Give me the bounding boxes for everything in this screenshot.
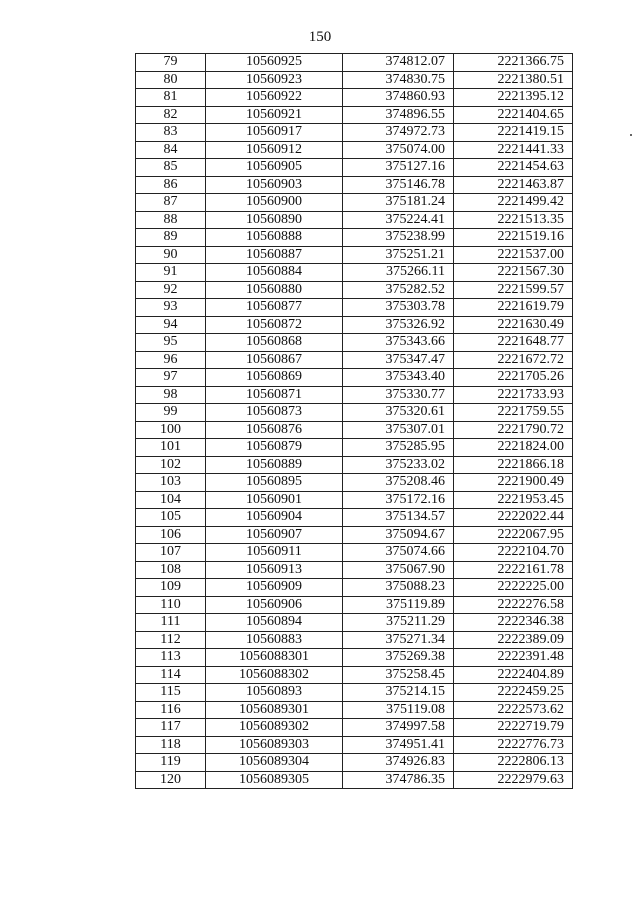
y-coordinate-cell: 2222067.95: [454, 526, 573, 544]
row-index-cell: 93: [136, 299, 206, 317]
row-index-cell: 95: [136, 334, 206, 352]
row-index-cell: 102: [136, 456, 206, 474]
x-coordinate-cell: 375074.00: [343, 141, 454, 159]
point-id-cell: 1056089305: [206, 771, 343, 789]
y-coordinate-cell: 2221441.33: [454, 141, 573, 159]
point-id-cell: 1056089303: [206, 736, 343, 754]
row-index-cell: 99: [136, 404, 206, 422]
point-id-cell: 10560922: [206, 89, 343, 107]
row-index-cell: 85: [136, 159, 206, 177]
table-row: [136, 474, 573, 492]
y-coordinate-cell: 2222022.44: [454, 509, 573, 527]
row-index-cell: 88: [136, 211, 206, 229]
row-index-cell: 83: [136, 124, 206, 142]
row-index-cell: 94: [136, 316, 206, 334]
row-index-cell: 114: [136, 666, 206, 684]
point-id-cell: 10560906: [206, 596, 343, 614]
x-coordinate-cell: 375307.01: [343, 421, 454, 439]
y-coordinate-cell: 2221454.63: [454, 159, 573, 177]
y-coordinate-cell: 2222346.38: [454, 614, 573, 632]
coordinates-table-body: [136, 54, 573, 789]
table-row: [136, 264, 573, 282]
table-row: [136, 106, 573, 124]
x-coordinate-cell: 375326.92: [343, 316, 454, 334]
row-index-cell: 105: [136, 509, 206, 527]
y-coordinate-cell: 2221404.65: [454, 106, 573, 124]
row-index-cell: 96: [136, 351, 206, 369]
y-coordinate-cell: 2222276.58: [454, 596, 573, 614]
point-id-cell: 1056089302: [206, 719, 343, 737]
table-row: [136, 491, 573, 509]
point-id-cell: 10560890: [206, 211, 343, 229]
table-row: [136, 386, 573, 404]
table-row: [136, 544, 573, 562]
x-coordinate-cell: 375211.29: [343, 614, 454, 632]
point-id-cell: 10560880: [206, 281, 343, 299]
x-coordinate-cell: 375181.24: [343, 194, 454, 212]
table-row: [136, 439, 573, 457]
point-id-cell: 10560925: [206, 54, 343, 72]
x-coordinate-cell: 375208.46: [343, 474, 454, 492]
row-index-cell: 111: [136, 614, 206, 632]
x-coordinate-cell: 374830.75: [343, 71, 454, 89]
x-coordinate-cell: 375303.78: [343, 299, 454, 317]
row-index-cell: 117: [136, 719, 206, 737]
row-index-cell: 108: [136, 561, 206, 579]
row-index-cell: 118: [136, 736, 206, 754]
table-row: [136, 71, 573, 89]
point-id-cell: 10560884: [206, 264, 343, 282]
point-id-cell: 1056089301: [206, 701, 343, 719]
y-coordinate-cell: 2221513.35: [454, 211, 573, 229]
point-id-cell: 10560894: [206, 614, 343, 632]
point-id-cell: 10560911: [206, 544, 343, 562]
table-row: [136, 404, 573, 422]
y-coordinate-cell: 2222104.70: [454, 544, 573, 562]
row-index-cell: 82: [136, 106, 206, 124]
point-id-cell: 10560887: [206, 246, 343, 264]
y-coordinate-cell: 2222404.89: [454, 666, 573, 684]
y-coordinate-cell: 2221519.16: [454, 229, 573, 247]
row-index-cell: 119: [136, 754, 206, 772]
table-row: [136, 316, 573, 334]
y-coordinate-cell: 2222389.09: [454, 631, 573, 649]
table-row: [136, 159, 573, 177]
y-coordinate-cell: 2221648.77: [454, 334, 573, 352]
table-row: [136, 54, 573, 72]
table-row: [136, 579, 573, 597]
table-row: [136, 421, 573, 439]
y-coordinate-cell: 2221953.45: [454, 491, 573, 509]
row-index-cell: 80: [136, 71, 206, 89]
y-coordinate-cell: 2221900.49: [454, 474, 573, 492]
table-row: [136, 246, 573, 264]
x-coordinate-cell: 374972.73: [343, 124, 454, 142]
row-index-cell: 120: [136, 771, 206, 789]
x-coordinate-cell: 375330.77: [343, 386, 454, 404]
point-id-cell: 10560907: [206, 526, 343, 544]
table-row: [136, 211, 573, 229]
x-coordinate-cell: 375146.78: [343, 176, 454, 194]
y-coordinate-cell: 2221537.00: [454, 246, 573, 264]
y-coordinate-cell: 2222225.00: [454, 579, 573, 597]
row-index-cell: 89: [136, 229, 206, 247]
table-row: [136, 684, 573, 702]
table-row: [136, 456, 573, 474]
row-index-cell: 79: [136, 54, 206, 72]
y-coordinate-cell: 2221672.72: [454, 351, 573, 369]
table-row: [136, 526, 573, 544]
x-coordinate-cell: 375233.02: [343, 456, 454, 474]
table-row: [136, 281, 573, 299]
table-row: [136, 561, 573, 579]
table-row: [136, 369, 573, 387]
x-coordinate-cell: 375285.95: [343, 439, 454, 457]
x-coordinate-cell: 375258.45: [343, 666, 454, 684]
table-row: [136, 771, 573, 789]
x-coordinate-cell: 374997.58: [343, 719, 454, 737]
x-coordinate-cell: 374896.55: [343, 106, 454, 124]
row-index-cell: 106: [136, 526, 206, 544]
x-coordinate-cell: 374786.35: [343, 771, 454, 789]
row-index-cell: 112: [136, 631, 206, 649]
x-coordinate-cell: 374860.93: [343, 89, 454, 107]
y-coordinate-cell: 2221733.93: [454, 386, 573, 404]
row-index-cell: 116: [136, 701, 206, 719]
y-coordinate-cell: 2221599.57: [454, 281, 573, 299]
x-coordinate-cell: 375134.57: [343, 509, 454, 527]
y-coordinate-cell: 2222161.78: [454, 561, 573, 579]
table-row: [136, 299, 573, 317]
x-coordinate-cell: 375282.52: [343, 281, 454, 299]
y-coordinate-cell: 2221790.72: [454, 421, 573, 439]
row-index-cell: 81: [136, 89, 206, 107]
point-id-cell: 10560869: [206, 369, 343, 387]
x-coordinate-cell: 374951.41: [343, 736, 454, 754]
x-coordinate-cell: 375127.16: [343, 159, 454, 177]
y-coordinate-cell: 2222459.25: [454, 684, 573, 702]
row-index-cell: 92: [136, 281, 206, 299]
row-index-cell: 107: [136, 544, 206, 562]
y-coordinate-cell: 2221366.75: [454, 54, 573, 72]
row-index-cell: 113: [136, 649, 206, 667]
table-row: [136, 596, 573, 614]
table-row: [136, 754, 573, 772]
scan-speck: [630, 134, 632, 136]
row-index-cell: 90: [136, 246, 206, 264]
y-coordinate-cell: 2221463.87: [454, 176, 573, 194]
point-id-cell: 10560900: [206, 194, 343, 212]
table-row: [136, 229, 573, 247]
row-index-cell: 101: [136, 439, 206, 457]
x-coordinate-cell: 375251.21: [343, 246, 454, 264]
table-row: [136, 194, 573, 212]
table-row: [136, 351, 573, 369]
y-coordinate-cell: 2221705.26: [454, 369, 573, 387]
row-index-cell: 109: [136, 579, 206, 597]
row-index-cell: 110: [136, 596, 206, 614]
table-row: [136, 614, 573, 632]
x-coordinate-cell: 375067.90: [343, 561, 454, 579]
point-id-cell: 10560871: [206, 386, 343, 404]
coordinates-table: [135, 53, 573, 789]
y-coordinate-cell: 2222719.79: [454, 719, 573, 737]
table-row: [136, 666, 573, 684]
x-coordinate-cell: 375266.11: [343, 264, 454, 282]
table-row: [136, 649, 573, 667]
x-coordinate-cell: 375224.41: [343, 211, 454, 229]
point-id-cell: 10560913: [206, 561, 343, 579]
y-coordinate-cell: 2221380.51: [454, 71, 573, 89]
x-coordinate-cell: 375271.34: [343, 631, 454, 649]
table-row: [136, 509, 573, 527]
point-id-cell: 10560895: [206, 474, 343, 492]
x-coordinate-cell: 375343.40: [343, 369, 454, 387]
x-coordinate-cell: 374812.07: [343, 54, 454, 72]
row-index-cell: 97: [136, 369, 206, 387]
point-id-cell: 10560903: [206, 176, 343, 194]
point-id-cell: 1056088302: [206, 666, 343, 684]
point-id-cell: 10560909: [206, 579, 343, 597]
x-coordinate-cell: 375074.66: [343, 544, 454, 562]
y-coordinate-cell: 2222806.13: [454, 754, 573, 772]
y-coordinate-cell: 2222776.73: [454, 736, 573, 754]
point-id-cell: 10560873: [206, 404, 343, 422]
point-id-cell: 10560877: [206, 299, 343, 317]
point-id-cell: 10560923: [206, 71, 343, 89]
x-coordinate-cell: 375119.08: [343, 701, 454, 719]
y-coordinate-cell: 2221630.49: [454, 316, 573, 334]
row-index-cell: 87: [136, 194, 206, 212]
y-coordinate-cell: 2221419.15: [454, 124, 573, 142]
y-coordinate-cell: 2221395.12: [454, 89, 573, 107]
row-index-cell: 100: [136, 421, 206, 439]
x-coordinate-cell: 375269.38: [343, 649, 454, 667]
row-index-cell: 104: [136, 491, 206, 509]
x-coordinate-cell: 375172.16: [343, 491, 454, 509]
table-row: [136, 701, 573, 719]
table-row: [136, 176, 573, 194]
point-id-cell: 10560876: [206, 421, 343, 439]
row-index-cell: 115: [136, 684, 206, 702]
x-coordinate-cell: 375119.89: [343, 596, 454, 614]
point-id-cell: 10560917: [206, 124, 343, 142]
point-id-cell: 10560905: [206, 159, 343, 177]
point-id-cell: 10560893: [206, 684, 343, 702]
y-coordinate-cell: 2221567.30: [454, 264, 573, 282]
table-row: [136, 141, 573, 159]
point-id-cell: 1056089304: [206, 754, 343, 772]
x-coordinate-cell: 375214.15: [343, 684, 454, 702]
y-coordinate-cell: 2221866.18: [454, 456, 573, 474]
point-id-cell: 10560921: [206, 106, 343, 124]
x-coordinate-cell: 375088.23: [343, 579, 454, 597]
table-row: [136, 631, 573, 649]
y-coordinate-cell: 2221499.42: [454, 194, 573, 212]
x-coordinate-cell: 375094.67: [343, 526, 454, 544]
y-coordinate-cell: 2222979.63: [454, 771, 573, 789]
row-index-cell: 98: [136, 386, 206, 404]
table-row: [136, 89, 573, 107]
x-coordinate-cell: 375320.61: [343, 404, 454, 422]
table-row: [136, 736, 573, 754]
row-index-cell: 91: [136, 264, 206, 282]
x-coordinate-cell: 374926.83: [343, 754, 454, 772]
y-coordinate-cell: 2222573.62: [454, 701, 573, 719]
point-id-cell: 10560901: [206, 491, 343, 509]
point-id-cell: 10560904: [206, 509, 343, 527]
table-row: [136, 719, 573, 737]
table-row: [136, 334, 573, 352]
x-coordinate-cell: 375343.66: [343, 334, 454, 352]
table-row: [136, 124, 573, 142]
point-id-cell: 10560879: [206, 439, 343, 457]
row-index-cell: 86: [136, 176, 206, 194]
page-number: 150: [308, 29, 332, 45]
point-id-cell: 10560889: [206, 456, 343, 474]
y-coordinate-cell: 2222391.48: [454, 649, 573, 667]
point-id-cell: 10560868: [206, 334, 343, 352]
y-coordinate-cell: 2221824.00: [454, 439, 573, 457]
y-coordinate-cell: 2221759.55: [454, 404, 573, 422]
row-index-cell: 103: [136, 474, 206, 492]
row-index-cell: 84: [136, 141, 206, 159]
x-coordinate-cell: 375347.47: [343, 351, 454, 369]
y-coordinate-cell: 2221619.79: [454, 299, 573, 317]
point-id-cell: 10560888: [206, 229, 343, 247]
point-id-cell: 10560883: [206, 631, 343, 649]
x-coordinate-cell: 375238.99: [343, 229, 454, 247]
point-id-cell: 1056088301: [206, 649, 343, 667]
point-id-cell: 10560867: [206, 351, 343, 369]
point-id-cell: 10560912: [206, 141, 343, 159]
point-id-cell: 10560872: [206, 316, 343, 334]
